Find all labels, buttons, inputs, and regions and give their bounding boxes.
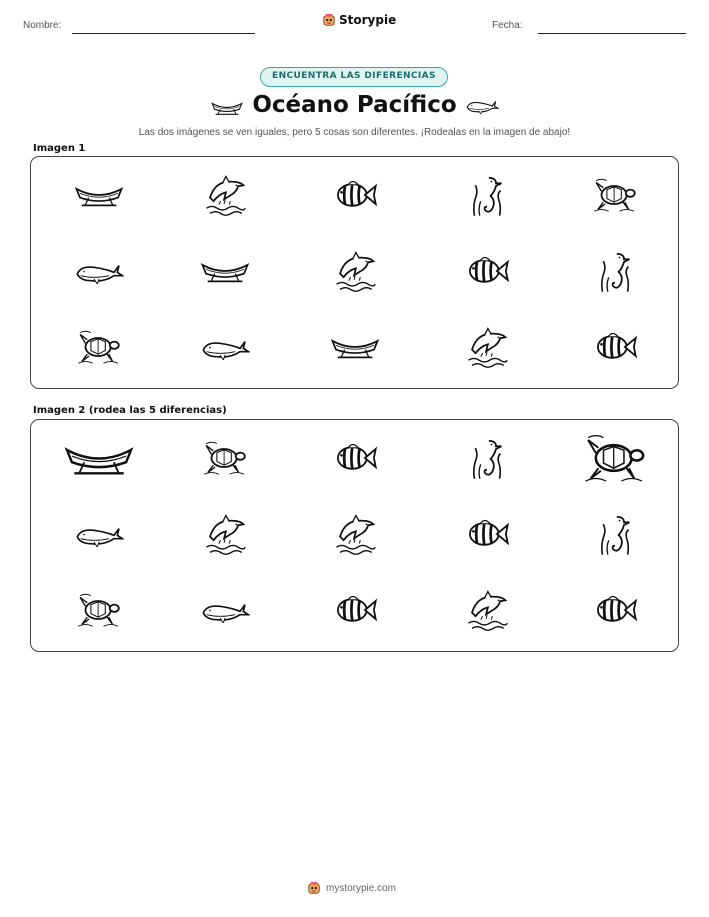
clownfish-icon <box>464 253 510 289</box>
seahorse-icon[interactable] <box>469 435 505 481</box>
clownfish-icon <box>332 177 378 213</box>
turtle-icon <box>592 177 638 213</box>
canoe-icon[interactable] <box>62 440 136 477</box>
image2-panel[interactable] <box>30 419 679 652</box>
dolphin-icon <box>203 173 247 217</box>
image2-label: Imagen 2 (rodea las 5 diferencias) <box>33 405 227 416</box>
canoe-icon <box>73 182 125 208</box>
whale-icon[interactable] <box>74 522 124 547</box>
dolphin-icon <box>333 249 377 293</box>
dolphin-icon[interactable] <box>203 512 247 556</box>
clownfish-icon[interactable] <box>332 592 378 628</box>
dolphin-icon[interactable] <box>465 588 509 632</box>
clownfish-icon <box>592 329 638 365</box>
seahorse-icon <box>469 172 505 218</box>
turtle-icon[interactable] <box>583 432 647 484</box>
brand <box>322 13 396 27</box>
whale-icon <box>74 259 124 284</box>
name-label: Nombre: <box>23 20 62 31</box>
seahorse-icon[interactable] <box>597 511 633 557</box>
turtle-icon[interactable] <box>76 592 122 628</box>
footer <box>307 881 396 895</box>
clownfish-icon[interactable] <box>592 592 638 628</box>
storypie-logo-icon <box>322 13 336 27</box>
whale-icon <box>200 335 250 360</box>
instructions: Las dos imágenes se ven iguales, pero 5 cosas son diferentes. ¡Rodealas en la imagen de abajo! <box>138 127 571 138</box>
image1-label: Imagen 1 <box>33 143 86 154</box>
clownfish-icon[interactable] <box>464 516 510 552</box>
date-label: Fecha: <box>492 20 523 31</box>
activity-badge: ENCUENTRA LAS DIFERENCIAS <box>260 67 448 87</box>
footer-url: mystorypie.com <box>326 882 397 894</box>
clownfish-icon[interactable] <box>332 440 378 476</box>
seahorse-icon <box>597 248 633 294</box>
turtle-icon <box>76 329 122 365</box>
image1-panel <box>30 156 679 389</box>
turtle-icon[interactable] <box>202 440 248 476</box>
date-field[interactable] <box>538 33 686 34</box>
dolphin-icon[interactable] <box>333 512 377 556</box>
page-title: Océano Pacífico <box>252 92 457 118</box>
name-field[interactable] <box>72 33 255 34</box>
brand-name: Storypie <box>339 13 397 27</box>
dolphin-icon <box>465 325 509 369</box>
canoe-icon <box>199 258 251 284</box>
storypie-logo-icon <box>307 881 321 895</box>
canoe-icon <box>329 334 381 360</box>
whale-icon[interactable] <box>200 598 250 623</box>
whale-icon <box>465 97 499 114</box>
